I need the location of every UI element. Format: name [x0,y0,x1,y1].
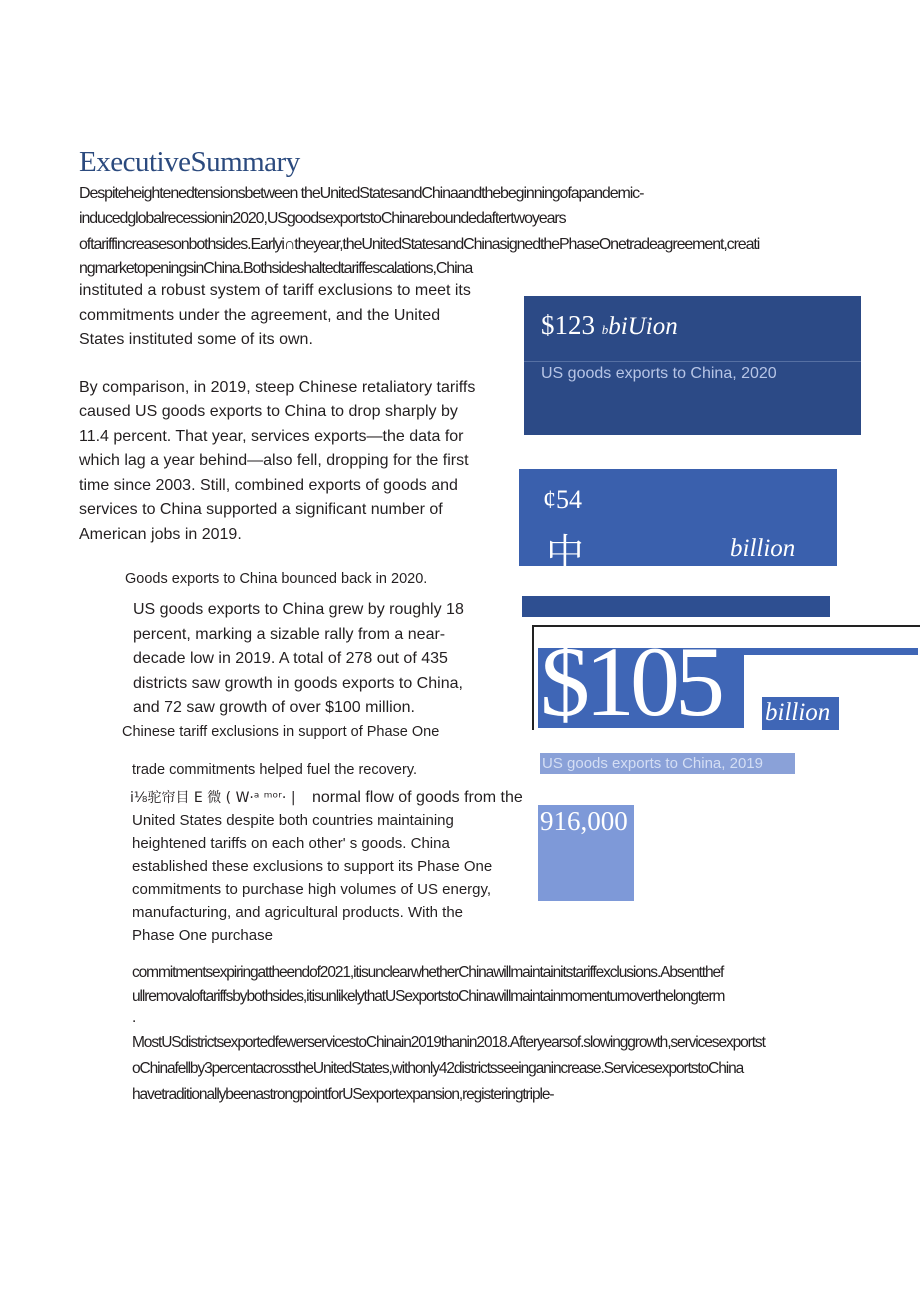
para4-line: Phase One purchase [132,927,273,944]
closing-line: commitmentsexpiringattheendof2021,itisunclearwhetherChinawillmaintainitstariffexclusions.Absentthef [132,964,724,981]
para2-line: caused US goods exports to China to drop sharply by [79,403,458,420]
para4-line: heightened tariffs on each other' s goods. China [132,835,450,852]
para3-line: districts saw growth in goods exports to China, [133,675,463,692]
section-heading: Goods exports to China bounced back in 2020. [125,571,428,587]
para2-line: 11.4 percent. That year, services exports—the data for [79,428,464,445]
decorative-strip [744,648,918,655]
para3-line: percent, marking a sizable rally from a near- [133,626,446,643]
para2-line: By comparison, in 2019, steep Chinese retaliatory tariffs [79,379,476,396]
stat-unit: biUion [608,313,678,340]
closing-line: ullremovaloftariffsbybothsides,itisunlikelythatUSexportstoChinawillmaintainmomentumoverthelongterm [132,988,725,1005]
para1-line: States instituted some of its own. [79,331,313,348]
para4-line: normal flow of goods from the [312,789,523,806]
stat-value: $123 [541,310,595,340]
decorative-bar [522,596,830,617]
stat-value-2019: $105 [540,626,720,737]
para3-line: US goods exports to China grew by roughly 18 [133,601,464,618]
para3-line: and 72 saw growth of over $100 million. [133,699,415,716]
divider [524,361,861,362]
closing-line: MostUSdistrictsexportedfewerservicestoChinain2019thanin2018.Afteryearsof.slowinggrowth,servicesexportst [132,1034,765,1051]
stat-glyph: 中 [546,531,585,575]
para4-line: manufacturing, and agricultural products. With the [132,904,464,921]
para3-line: decade low in 2019. A total of 278 out of 435 [133,650,448,667]
para2-line: services to China supported a significant number of [79,501,443,518]
para1-line: commitments under the agreement, and the United [79,307,441,324]
page-title: ExecutiveSummary [79,146,300,178]
para2-line: time since 2003. Still, combined exports of goods and [79,477,458,494]
section-heading: Chinese tariff exclusions in support of Phase One [122,724,440,740]
stat-label-2020: US goods exports to China, 2020 [541,365,777,382]
para4-line: established these exclusions to support its Phase One [132,858,493,875]
para2-line: American jobs in 2019. [79,526,242,543]
stat-unit-2019: billion [765,699,831,726]
intro-line: Despiteheightenedtensionsbetween theUnitedStatesandChinaandthebeginningofapandemic- [79,185,644,202]
stat-value-2020: $123 bbiUion [541,310,678,340]
closing-line: . [132,1009,136,1026]
intro-line: oftariffincreasesonbothsides.Earlyi∩theyear,theUnitedStatesandChinasignedthePhaseOnetradeagreement,creati [79,236,760,253]
stat-value-services: ¢54 [543,485,582,514]
para4-line: United States despite both countries maintaining [132,812,454,829]
stat-unit-services: billion [730,535,796,562]
stat-label-2019: US goods exports to China, 2019 [542,755,763,772]
closing-line: oChinafellby3percentacrosstheUnitedStates,withonly42districtsseeinganincrease.ServicesexportstoChina [132,1060,744,1077]
intro-line: inducedglobalrecessionin2020,USgoodsexportstoChinareboundedaftertwoyears [79,210,566,227]
para2-line: which lag a year behind—also fell, dropping for the first [79,452,469,469]
section-heading-cont: trade commitments helped fuel the recovery. [132,762,418,778]
para4-line: commitments to purchase high volumes of US energy, [132,881,492,898]
para1-line: instituted a robust system of tariff exclusions to meet its [79,282,471,299]
intro-line: ngmarketopeningsinChina.Bothsideshaltedtariffescalations,China [79,260,473,277]
stat-value-jobs: 916,000 [540,806,628,836]
garbled-text: i⅛驼帘目 E 微 ( W·ᵃ ᵐᵒʳ· | [130,790,296,806]
closing-line: havetraditionallybeenastrongpointforUSexportexpansion,registeringtriple- [132,1086,554,1103]
